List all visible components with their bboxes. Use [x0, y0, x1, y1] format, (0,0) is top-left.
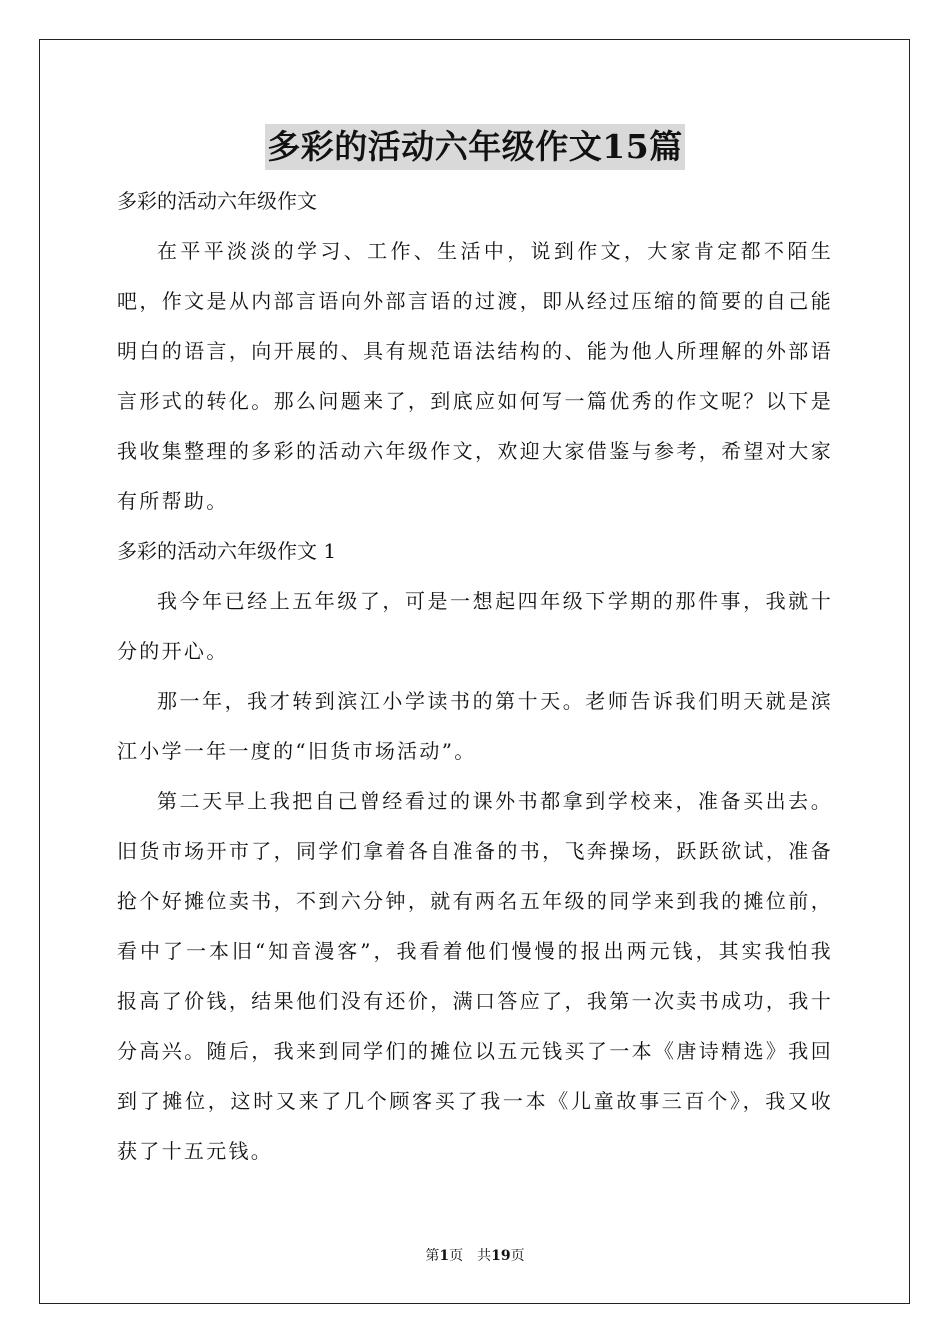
document-body: [117, 176, 833, 1176]
body-paragraph: 我今年已经上五年级了，可是一想起四年级下学期的那件事，我就十分的开心。: [117, 589, 833, 663]
document-title: 多彩的活动六年级作文15篇: [265, 124, 684, 170]
total-page-count: 19: [491, 1248, 511, 1264]
body-paragraph: 第二天早上我把自己曾经看过的课外书都拿到学校来，准备买出去。旧货市场开市了，同学们拿着各自准备的书，飞奔操场，跃跃欲试，准备抢个好摊位卖书，不到六分钟，就有两名五年级的同学来到我的摊位前，看中了一本旧“知音漫客”，我看着他们慢慢的报出两元钱，其实我怕我报高了价钱，结果他们没有还价，满口答应了，我第一次卖书成功，我十分高兴。随后，我来到同学们的摊位以五元钱买了一本《唐诗精选》我回到了摊位，这时又来了几个顾客买了我一本《儿童故事三百个》，我又收获了十五元钱。: [117, 789, 833, 1163]
page-number-suffix: 页: [510, 1248, 525, 1264]
page-number-prefix: 第: [425, 1248, 440, 1264]
title-container: [0, 124, 950, 170]
intro-paragraph: 在平平淡淡的学习、工作、生活中，说到作文，大家肯定都不陌生吧，作文是从内部言语向外部言语的过渡，即从经过压缩的简要的自己能明白的语言，向开展的、具有规范语法结构的、能为他人所理解的外部语言形式的转化。那么问题来了，到底应如何写一篇优秀的作文呢？以下是我收集整理的多彩的活动六年级作文，欢迎大家借鉴与参考，希望对大家有所帮助。: [117, 239, 833, 513]
page-footer: [0, 1246, 950, 1266]
body-paragraph: 那一年，我才转到滨江小学读书的第十天。老师告诉我们明天就是滨江小学一年一度的“旧货市场活动”。: [117, 689, 833, 763]
current-page-number: 1: [439, 1248, 450, 1264]
section-heading: 多彩的活动六年级作文 1: [117, 539, 337, 563]
section-heading: 多彩的活动六年级作文: [117, 189, 317, 213]
page-number-mid: 页 共: [449, 1248, 492, 1264]
